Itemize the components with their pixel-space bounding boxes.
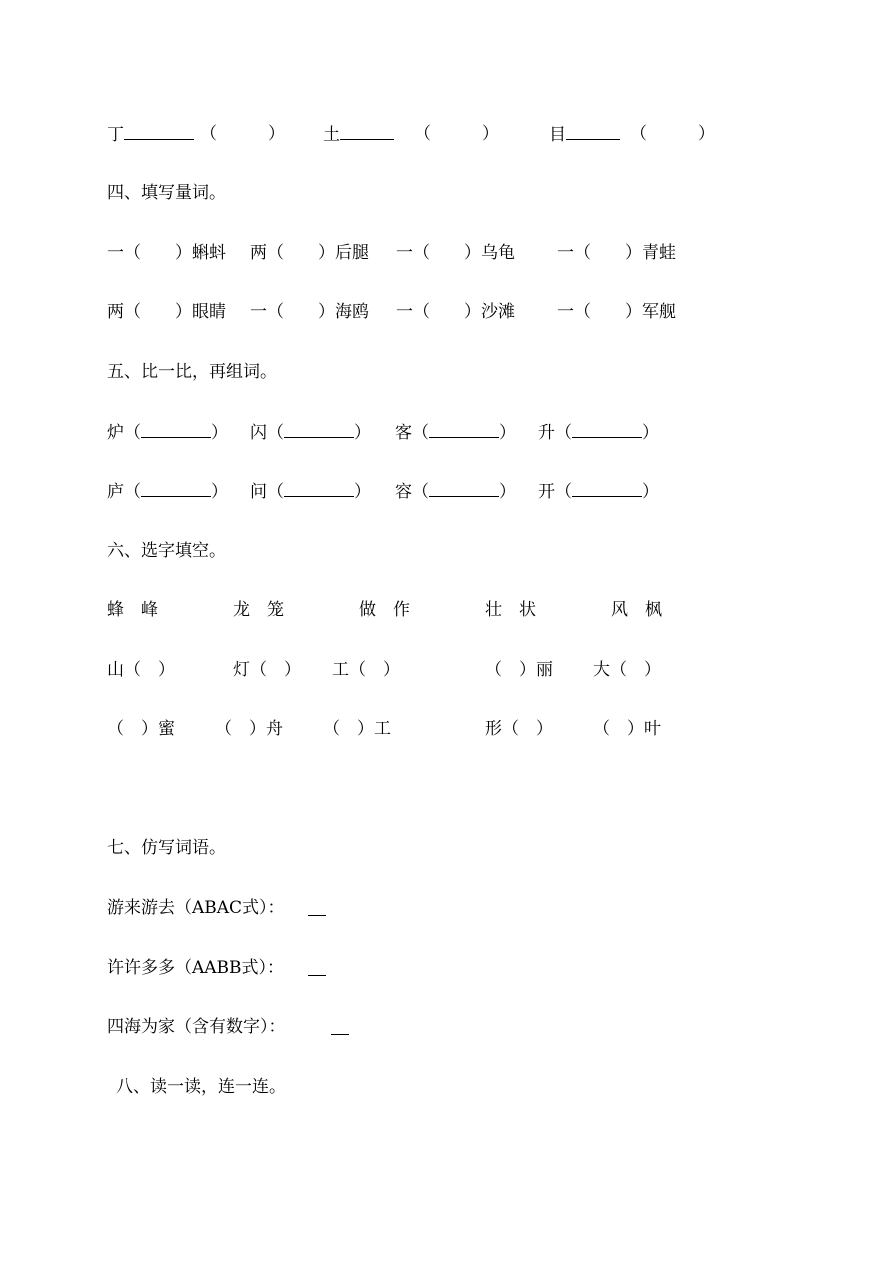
compare-word-item[interactable]: 容（ ） [395,482,516,502]
compare-word-item[interactable]: 客（ ） [395,423,516,443]
measure-word-item[interactable]: 两（ ）后腿 [250,243,369,263]
compare-word-item[interactable]: 升（ ） [538,423,659,443]
measure-word-item[interactable]: 两（ ）眼睛 [107,302,226,322]
measure-word-item[interactable]: 一（ ）乌龟 [396,243,515,263]
row1-paren-c[interactable]: （ ） [630,124,715,144]
compare-word-item[interactable]: 闪（ ） [250,423,371,443]
section6-title: 六、选字填空。 [107,541,226,561]
blank-line[interactable] [566,124,620,140]
imitate-word-prompt: 游来游去（ABAC式）： [107,898,285,918]
char-pair: 龙 笼 [233,600,284,620]
row1-item-a: 丁 [107,124,194,145]
imitate-word-prompt: 四海为家（含有数字）： [107,1017,286,1037]
answer-blank[interactable] [331,1019,349,1035]
section5-title: 五、比一比，再组词。 [107,362,277,382]
fill-blank-item[interactable]: 工（ ） [332,660,400,680]
measure-word-item[interactable]: 一（ ）海鸥 [250,302,369,322]
answer-blank[interactable] [308,900,326,916]
section8-title: 八、读一读，连一连。 [116,1077,286,1097]
char-pair: 做 作 [359,600,410,620]
section4-title: 四、填写量词。 [107,183,226,203]
fill-blank-item[interactable]: （ ）叶 [593,719,661,739]
char-pair: 蜂 峰 [107,600,158,620]
fill-blank-item[interactable]: 大（ ） [593,660,661,680]
char-pair: 风 枫 [611,600,662,620]
row1-item-c: 目 [549,124,620,145]
measure-word-item[interactable]: 一（ ）军舰 [557,302,676,322]
fill-blank-item[interactable]: （ ）蜜 [107,719,175,739]
fill-blank-item[interactable]: （ ）舟 [215,719,283,739]
compare-word-item[interactable]: 开（ ） [538,482,659,502]
fill-blank-item[interactable]: 灯（ ） [233,660,301,680]
compare-word-item[interactable]: 问（ ） [250,482,371,502]
fill-blank-item[interactable]: （ ）工 [323,719,391,739]
fill-blank-item[interactable]: 山（ ） [107,660,175,680]
measure-word-item[interactable]: 一（ ）青蛙 [557,243,676,263]
measure-word-item[interactable]: 一（ ）沙滩 [396,302,515,322]
char-pair: 壮 状 [485,600,536,620]
row1-paren-b[interactable]: （ ） [414,124,499,144]
blank-line[interactable] [124,124,194,140]
blank-line[interactable] [340,124,394,140]
imitate-word-prompt: 许许多多（AABB式）： [107,958,285,978]
section7-title: 七、仿写词语。 [107,838,226,858]
fill-blank-item[interactable]: （ ）丽 [485,660,553,680]
compare-word-item[interactable]: 庐（ ） [107,482,228,502]
compare-word-item[interactable]: 炉（ ） [107,423,228,443]
fill-blank-item[interactable]: 形（ ） [485,719,553,739]
row1-item-b: 土 [323,124,394,145]
measure-word-item[interactable]: 一（ ）蝌蚪 [107,243,226,263]
answer-blank[interactable] [308,960,326,976]
row1-paren-a[interactable]: （ ） [200,124,285,144]
